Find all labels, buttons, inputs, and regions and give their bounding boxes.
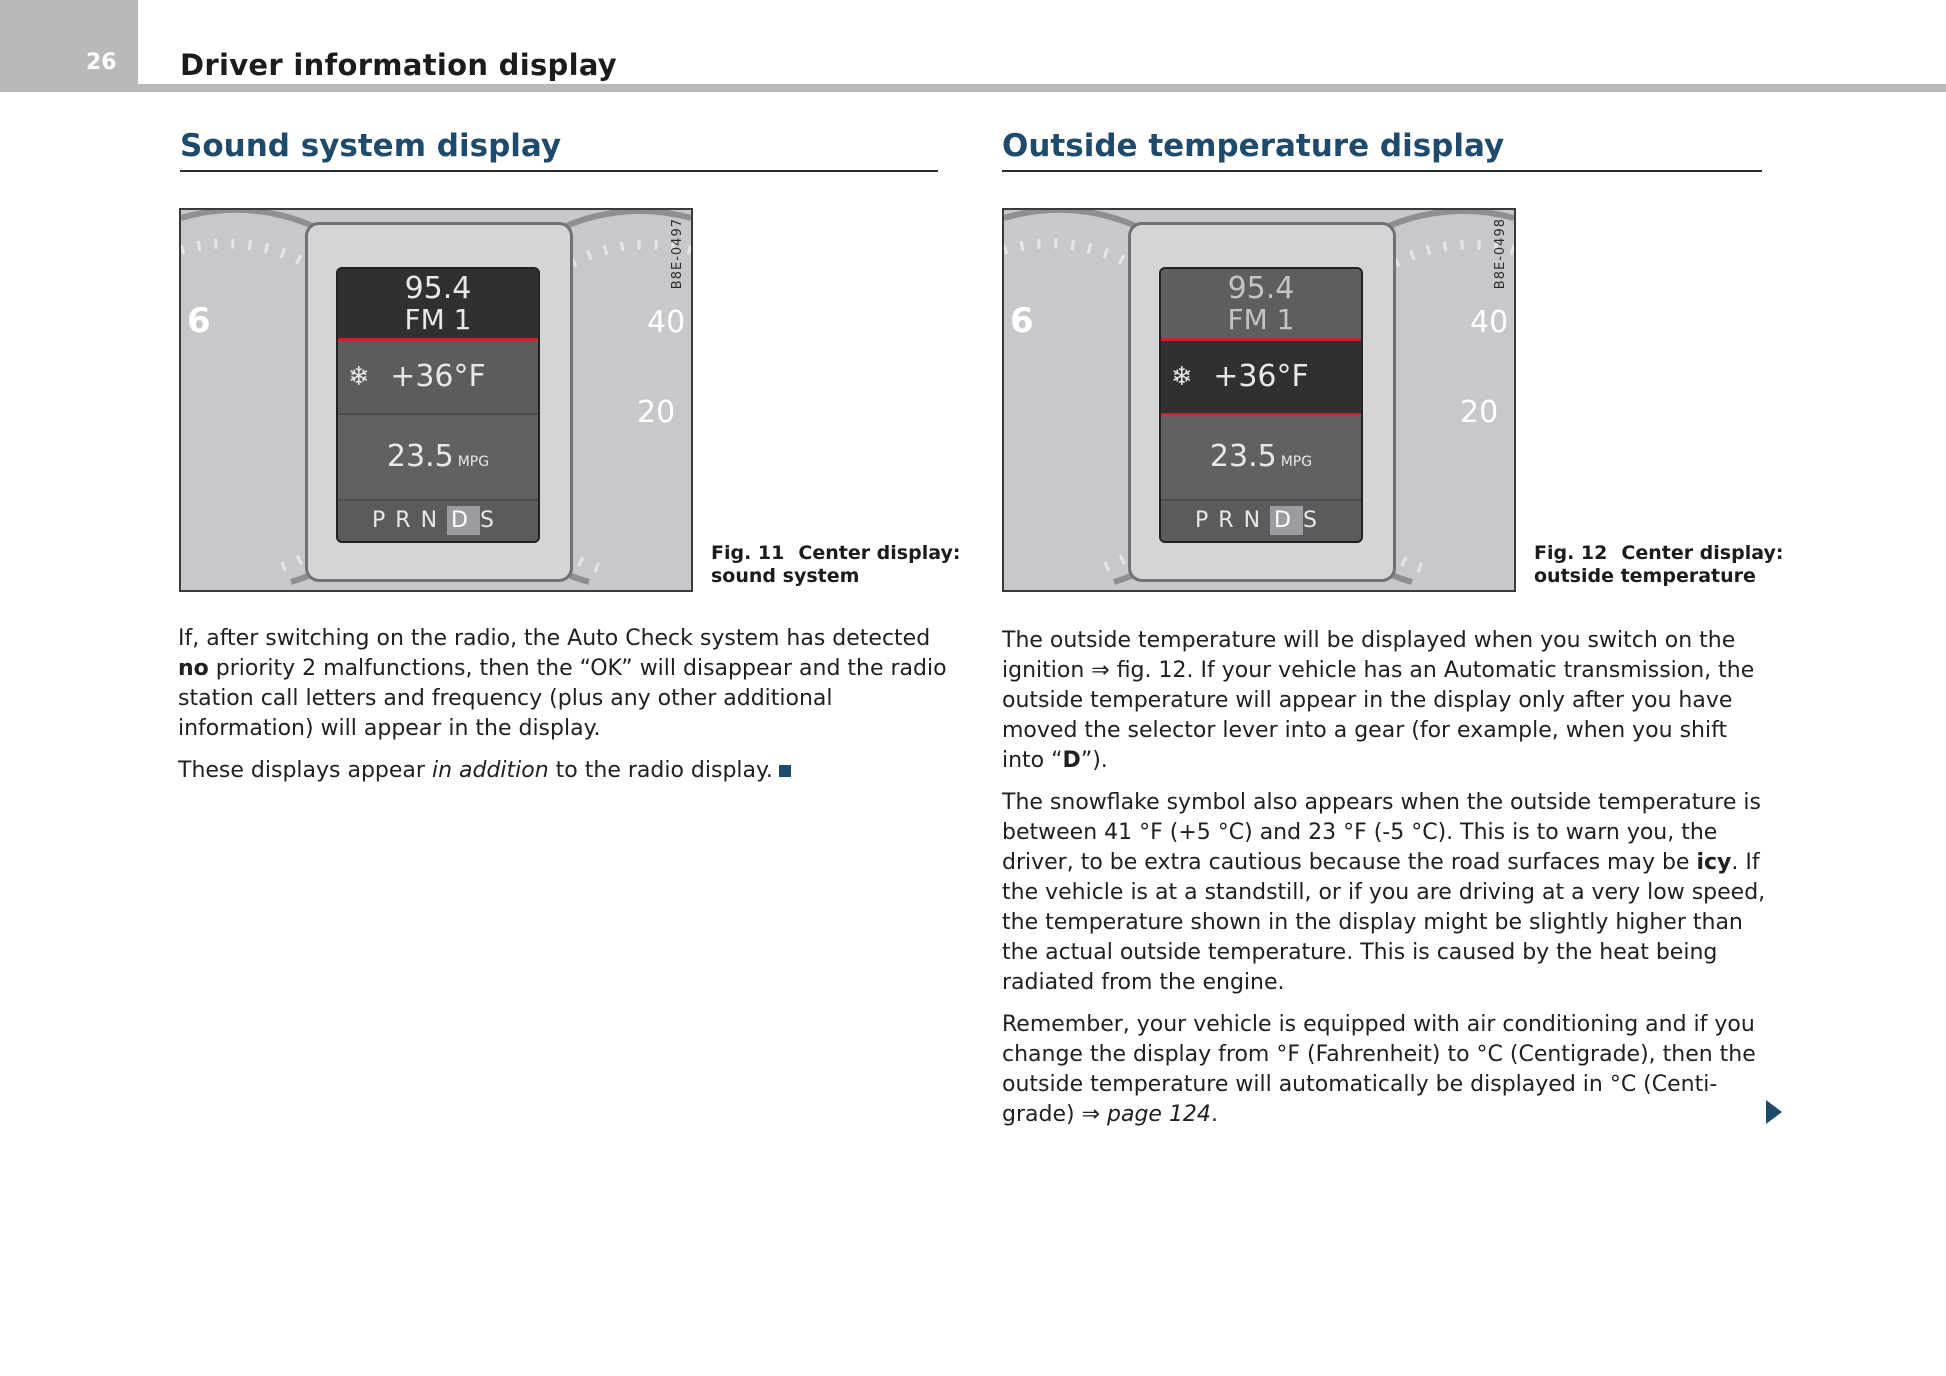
temperature-row: [1161, 341, 1361, 413]
page-tab: [0, 0, 138, 92]
gears-right: S: [1303, 508, 1327, 533]
text-run: The snowflake symbol also appears when the outside temperature is between 41 °F (+5 °C) and 23 °F (-5 °C). This is to warn you, the driver, to be extra cautious because the road surfaces may be: [1002, 790, 1761, 875]
gear-selected: D: [447, 506, 480, 535]
sound-section-body: [178, 624, 948, 798]
header-rule: [0, 84, 1946, 92]
figure-outside-temperature: [1002, 208, 1516, 592]
dial-right-number-top: 40: [647, 305, 686, 340]
mpg-row: [1161, 415, 1361, 499]
bold-text: no: [178, 656, 209, 681]
radio-band: FM 1: [404, 303, 472, 336]
caption-line-1: Center display:: [1621, 542, 1784, 564]
mpg-unit: MPG: [1280, 454, 1313, 470]
figure-sound-system: [179, 208, 693, 592]
temperature-row: [338, 341, 538, 413]
temperature-value: +36°F: [390, 359, 486, 394]
text-run: Remember, your vehicle is equipped with air conditioning and if you change the display from °F (Fahrenheit) to °C (Centigrade), then the outside temperature will automatically be displayed in °C (Centi-grade) ⇒: [1002, 1012, 1756, 1127]
figure-label: Fig. 11: [711, 542, 785, 564]
text-run: The outside temperature will be displayed when you switch on the ignition ⇒ fig. 12. If your vehicle has an Automatic transmission, the outside temperature will appear in the display only after you have moved the selector lever into a gear (for example, when you shift into “: [1002, 628, 1755, 773]
dial-right-number-bottom: 20: [637, 395, 676, 430]
bold-text: D: [1062, 748, 1081, 773]
temperature-section-body: [1002, 626, 1772, 1142]
gear-indicator-row: [338, 501, 538, 541]
text-run: . If the vehicle is at a standstill, or if you are driving at a very low speed, the temperature shown in the display might be slightly higher than the actual outside temperature. This is caused by the heat being radiated from the engine.: [1002, 850, 1766, 995]
mpg-unit: MPG: [457, 454, 490, 470]
snowflake-icon: ❄: [1171, 362, 1193, 392]
text-run: to the radio display.: [548, 758, 773, 783]
caption-line-2: sound system: [711, 565, 860, 587]
center-display-frame: [1128, 222, 1396, 582]
snowflake-icon: ❄: [348, 362, 370, 392]
temp-paragraph-1: [1002, 626, 1772, 776]
text-run: priority 2 malfunctions, then the “OK” will disappear and the radio station call letters and frequency (plus any other additional information) will appear in the display.: [178, 656, 947, 741]
figure-caption-11: [711, 542, 960, 588]
radio-band: FM 1: [1227, 303, 1295, 336]
section-title-temperature: Outside temperature display: [1002, 128, 1762, 172]
gears-left: PRN: [1195, 508, 1271, 533]
radio-frequency: 95.4: [404, 271, 472, 306]
bold-text: icy: [1696, 850, 1732, 875]
text-run: ”).: [1080, 748, 1108, 773]
gear-indicator-row: [1161, 501, 1361, 541]
caption-line-2: outside temperature: [1534, 565, 1756, 587]
text-run: .: [1210, 1102, 1218, 1127]
chapter-title: Driver information display: [180, 48, 618, 82]
dial-right-number-top: 40: [1470, 305, 1509, 340]
gears-left: PRN: [372, 508, 448, 533]
mpg-value: 23.5: [386, 439, 454, 474]
sound-paragraph-1: [178, 624, 948, 744]
figure-code: B8E-0498: [1493, 218, 1508, 290]
radio-row: [1161, 269, 1361, 339]
radio-row: [338, 269, 538, 339]
figure-caption-12: [1534, 542, 1783, 588]
mpg-value: 23.5: [1209, 439, 1277, 474]
section-title-sound: Sound system display: [180, 128, 938, 172]
gears-right: S: [480, 508, 504, 533]
gear-selected: D: [1270, 506, 1303, 535]
dial-left-number: 6: [1010, 301, 1034, 341]
page-reference: page 124: [1107, 1102, 1211, 1127]
end-of-section-icon: [779, 765, 791, 777]
figure-code: B8E-0497: [670, 218, 685, 290]
text-run: If, after switching on the radio, the Auto Check system has detected: [178, 626, 931, 651]
figure-label: Fig. 12: [1534, 542, 1608, 564]
radio-frequency: 95.4: [1227, 271, 1295, 306]
dial-right-number-bottom: 20: [1460, 395, 1499, 430]
center-display-screen: [1159, 267, 1363, 543]
mpg-row: [338, 415, 538, 499]
center-display-screen: [336, 267, 540, 543]
text-run: These displays appear: [178, 758, 432, 783]
dial-left-number: 6: [187, 301, 211, 341]
page-number: 26: [86, 50, 117, 75]
italic-text: in addition: [431, 758, 549, 783]
continue-arrow-icon: [1766, 1100, 1782, 1124]
sound-paragraph-2: [178, 756, 948, 786]
temp-paragraph-3: [1002, 1010, 1772, 1130]
temp-paragraph-2: [1002, 788, 1772, 998]
caption-line-1: Center display:: [798, 542, 961, 564]
temperature-value: +36°F: [1213, 359, 1309, 394]
center-display-frame: [305, 222, 573, 582]
